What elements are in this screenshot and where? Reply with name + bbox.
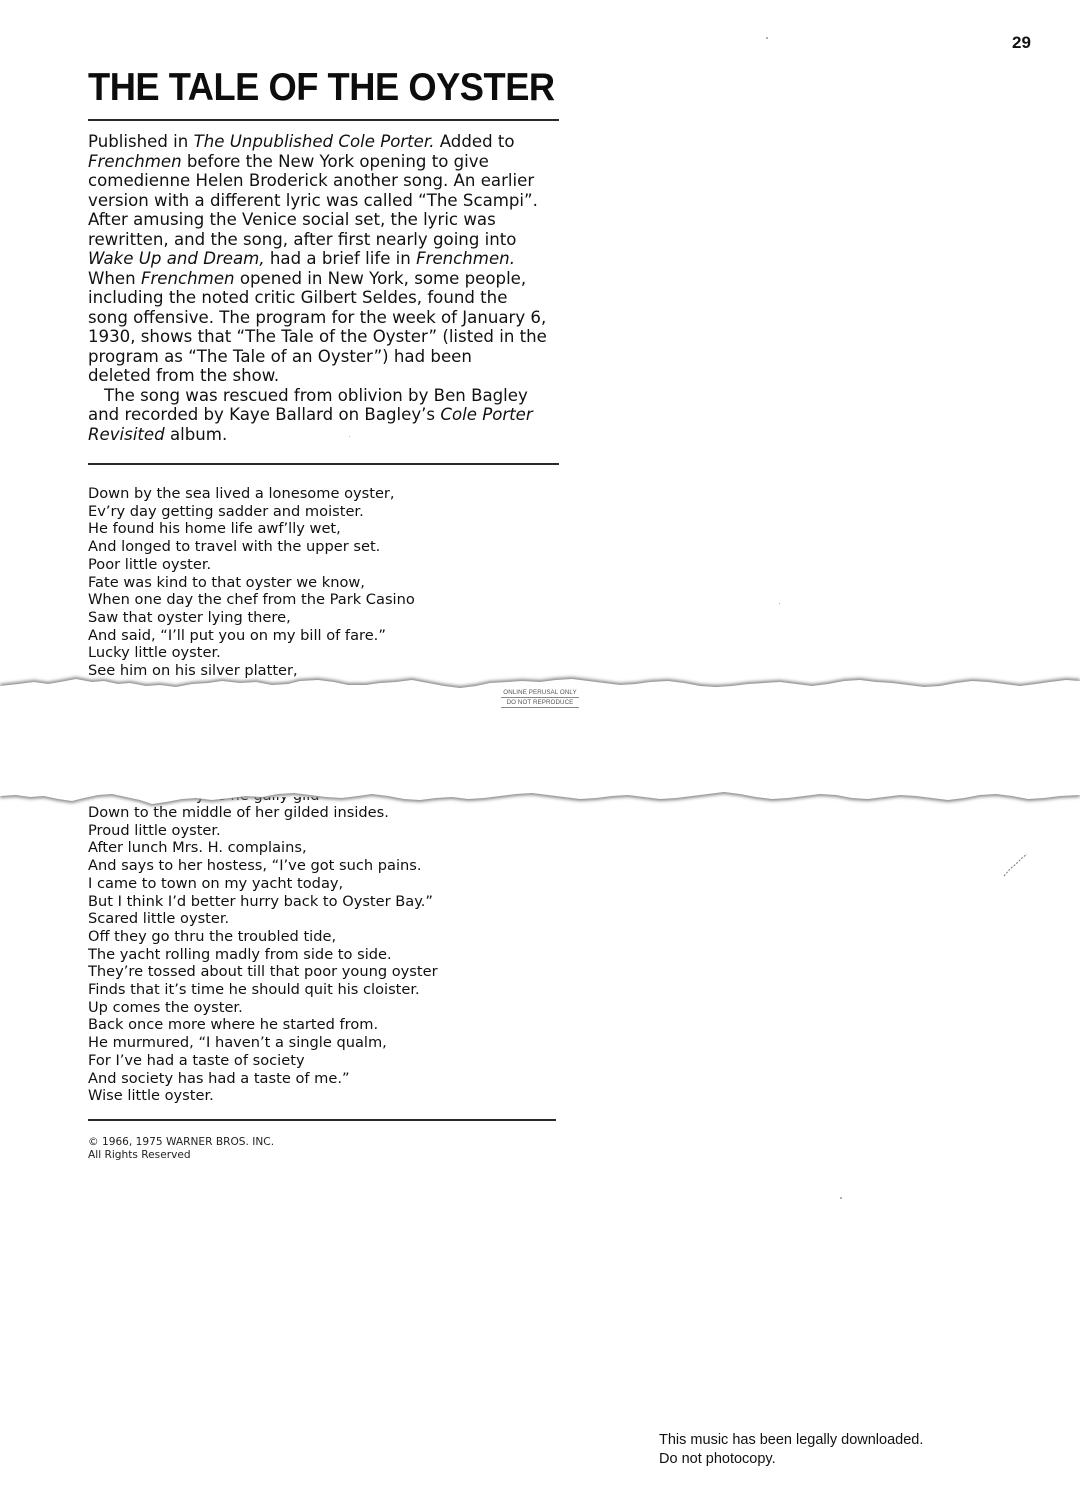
intro-line: [88, 132, 563, 152]
watermark-line: DO NOT REPRODUCE: [501, 699, 579, 708]
intro-text: Published in: [88, 132, 194, 151]
lyric-line: But I think I’d better hurry back to Oyster Bay.”: [88, 892, 433, 910]
notice-line: This music has been legally downloaded.: [659, 1432, 924, 1448]
intro-line: deleted from the show.: [88, 366, 280, 385]
lyric-line: See him on his silver platter,: [88, 662, 298, 680]
intro-italic-title: Frenchmen: [140, 268, 235, 288]
lyric-line: Finds that it’s time he should quit his cloister.: [88, 981, 420, 999]
title-divider: [88, 119, 559, 121]
scan-speck: [779, 603, 780, 604]
intro-line: including the noted critic Gilbert Seldes, found the: [88, 288, 508, 307]
lyric-line: Scared little oyster.: [88, 910, 230, 928]
lyric-line: Fate was kind to that oyster we know,: [88, 573, 365, 591]
lyric-line: Lucky little oyster.: [88, 644, 221, 662]
lyric-line: Up comes the oyster.: [88, 998, 243, 1016]
intro-text: When: [88, 268, 141, 288]
lyric-line: Back once more where he started from.: [88, 1016, 379, 1034]
copyright-line: © 1966, 1975 WARNER BROS. INC.: [88, 1136, 275, 1148]
intro-italic-title: Wake Up and Dream,: [88, 249, 265, 268]
page-number: 29: [1012, 33, 1031, 52]
intro-line: [88, 152, 563, 172]
scan-scratch-mark: [1002, 852, 1030, 880]
lyric-line: Off they go thru the troubled tide,: [88, 927, 337, 945]
lyric-line: For I’ve had a taste of society: [88, 1051, 305, 1069]
intro-text: opened in New York, some people,: [234, 268, 527, 288]
intro-line: After amusing the Venice social set, the lyric was: [88, 210, 496, 229]
intro-line: The song was rescued from oblivion by Ben Bagley: [104, 385, 528, 405]
intro-text: before the New York opening to give: [181, 151, 489, 171]
intro-line: program as “The Tale of an Oyster”) had been: [88, 346, 472, 366]
intro-text: had a brief life in: [264, 249, 417, 268]
copyright-notice: [88, 1136, 274, 1161]
lyric-line: I came to town on my yacht today,: [88, 874, 344, 892]
lyric-line: He found his home life awf’lly wet,: [88, 520, 341, 538]
intro-text: album.: [164, 424, 228, 444]
intro-text: and recorded by Kaye Ballard on Bagley’s: [88, 405, 441, 424]
lyric-line: And said, “I’ll put you on my bill of fare.”: [88, 626, 386, 644]
intro-line: [88, 269, 563, 289]
intro-line: version with a different lyric was called “The Scampi”.: [88, 190, 538, 210]
intro-text: Added to: [434, 132, 515, 151]
lyric-line: Down by the sea lived a lonesome oyster,: [88, 485, 395, 502]
intro-italic-title: Cole Porter: [440, 405, 533, 424]
intro-italic-title: The Unpublished Cole Porter.: [193, 132, 435, 151]
lyrics-end-divider: [88, 1119, 556, 1121]
lyric-line: Poor little oyster.: [88, 555, 212, 573]
intro-line: 1930, shows that “The Tale of the Oyster” (listed in the: [88, 327, 547, 346]
lyric-line: Down to the middle of her gilded insides.: [88, 804, 389, 821]
notice-line: Do not photocopy.: [659, 1451, 776, 1467]
scan-speck: [766, 37, 768, 39]
intro-italic-title: Revisited: [88, 424, 165, 444]
perusal-watermark: [501, 689, 579, 709]
intro-italic-title: Frenchmen.: [416, 249, 515, 268]
scan-speck: [349, 436, 350, 437]
page-title: THE TALE OF THE OYSTER: [88, 66, 555, 109]
lyric-line: He murmured, “I haven’t a single qualm,: [88, 1034, 387, 1052]
lyric-line: Wise little oyster.: [88, 1087, 214, 1105]
lyric-line: Proud little oyster.: [88, 821, 221, 839]
lyric-line: When one day the chef from the Park Casino: [88, 591, 415, 609]
lyrics-bottom: [88, 804, 558, 1105]
intro-line: song offensive. The program for the week of January 6,: [88, 307, 547, 327]
intro-line: [88, 405, 563, 425]
lyric-line: And says to her hostess, “I’ve got such pains.: [88, 857, 422, 875]
watermark-line: ONLINE PERUSAL ONLY: [501, 689, 579, 698]
intro-line: comedienne Helen Broderick another song. An earlier: [88, 171, 535, 190]
rights-line: All Rights Reserved: [88, 1148, 191, 1161]
intro-line: [88, 249, 563, 269]
lyric-line: They’re tossed about till that poor young oyster: [88, 963, 438, 981]
lyric-line: After lunch Mrs. H. complains,: [88, 839, 307, 857]
lyric-line: Saw that oyster lying there,: [88, 608, 291, 626]
intro-divider: [88, 463, 559, 465]
lyric-line: The yacht rolling madly from side to side.: [88, 945, 392, 963]
scan-speck: [840, 1197, 842, 1199]
intro-line: [88, 425, 563, 445]
intro-italic-title: Frenchmen: [88, 151, 182, 171]
intro-notes: [88, 132, 563, 444]
lyric-line: Ev’ry day getting sadder and moister.: [88, 502, 364, 520]
download-notice: [659, 1431, 923, 1469]
intro-line: rewritten, and the song, after first nearly going into: [88, 229, 517, 249]
lyrics-top: [88, 485, 558, 697]
lyric-line: And longed to travel with the upper set.: [88, 538, 381, 556]
lyric-line: And society has had a taste of me.”: [88, 1069, 350, 1087]
